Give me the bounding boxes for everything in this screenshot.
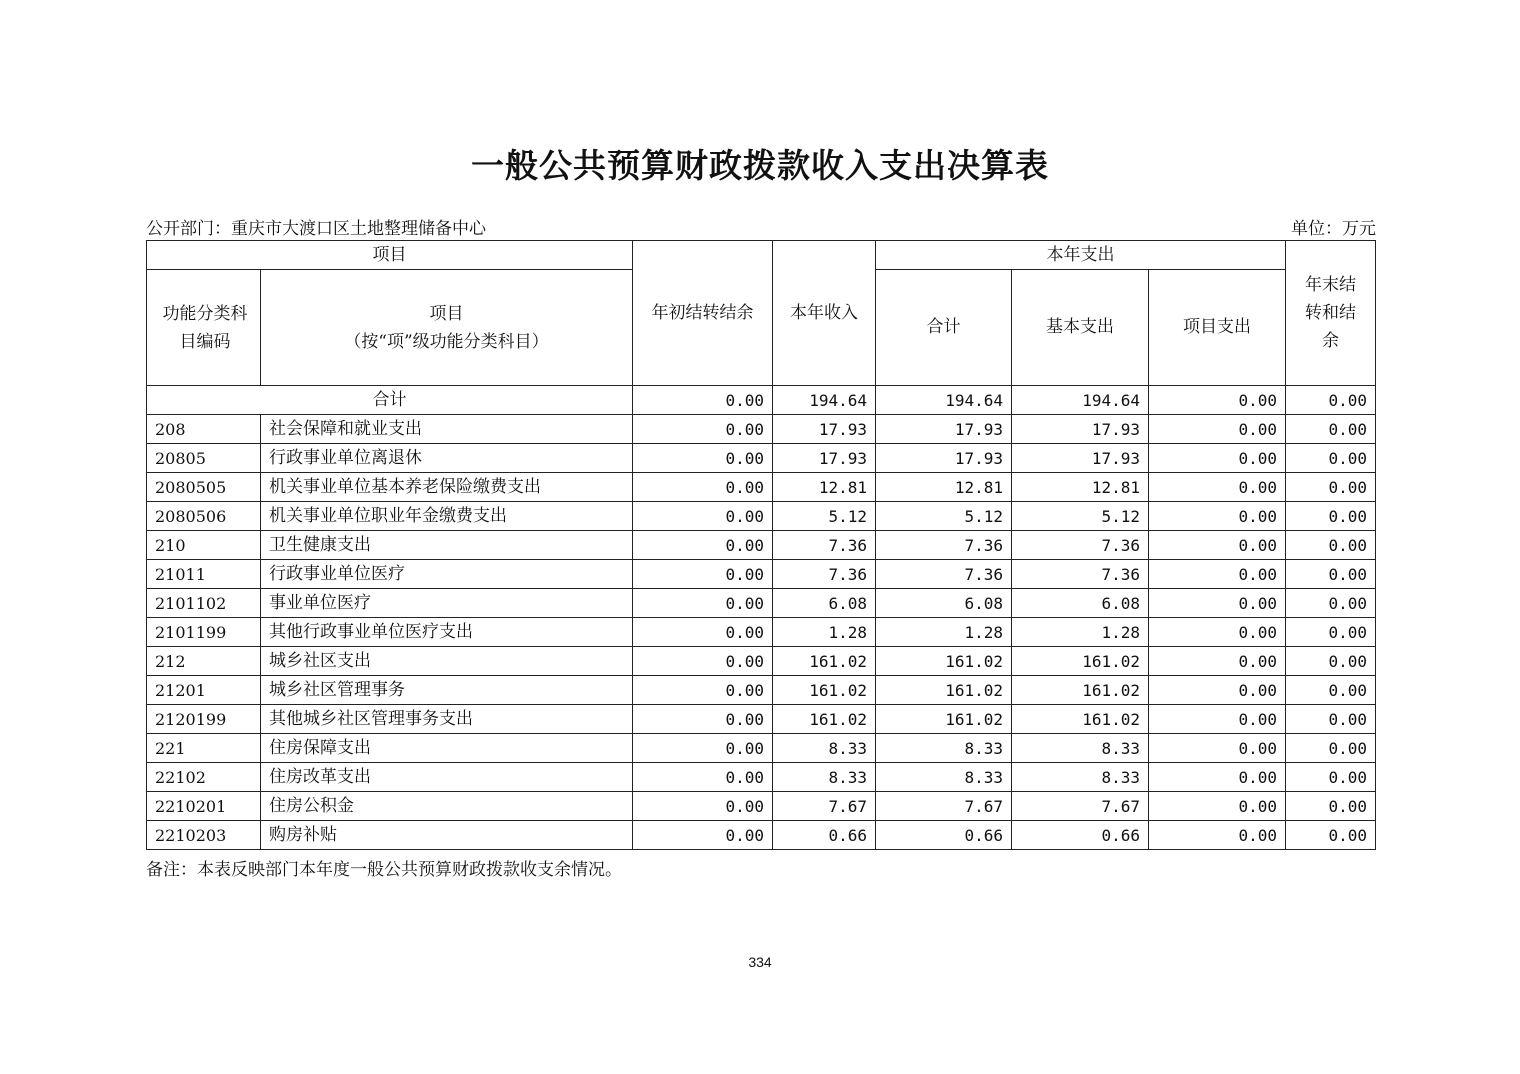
project-cell: 0.00 <box>1149 502 1286 531</box>
opening-cell: 0.00 <box>633 792 773 821</box>
budget-table <box>146 240 1376 850</box>
table-row <box>147 763 1376 792</box>
table-row <box>147 734 1376 763</box>
opening-cell: 0.00 <box>633 676 773 705</box>
table-row <box>147 618 1376 647</box>
project-name-cell: 社会保障和就业支出 <box>261 415 633 444</box>
total-cell: 7.36 <box>876 560 1012 589</box>
basic-cell: 8.33 <box>1012 763 1149 792</box>
project-cell: 0.00 <box>1149 705 1286 734</box>
function-code-cell: 208 <box>147 415 261 444</box>
project-cell: 0.00 <box>1149 589 1286 618</box>
basic-cell: 8.33 <box>1012 734 1149 763</box>
project-name-cell: 住房保障支出 <box>261 734 633 763</box>
function-code-cell: 21201 <box>147 676 261 705</box>
closing-cell: 0.00 <box>1286 763 1376 792</box>
total-opening: 0.00 <box>633 386 773 415</box>
total-closing: 0.00 <box>1286 386 1376 415</box>
project-name-cell: 其他行政事业单位医疗支出 <box>261 618 633 647</box>
project-name-cell: 城乡社区管理事务 <box>261 676 633 705</box>
project-name-cell: 事业单位医疗 <box>261 589 633 618</box>
total-cell: 6.08 <box>876 589 1012 618</box>
opening-cell: 0.00 <box>633 502 773 531</box>
project-name-cell: 机关事业单位基本养老保险缴费支出 <box>261 473 633 502</box>
function-code-cell: 210 <box>147 531 261 560</box>
footnote: 备注：本表反映部门本年度一般公共预算财政拨款收支余情况。 <box>146 860 622 880</box>
total-cell: 161.02 <box>876 705 1012 734</box>
header-project-name <box>261 270 633 386</box>
header-current-income: 本年收入 <box>773 241 876 386</box>
basic-cell: 17.93 <box>1012 415 1149 444</box>
function-code-cell: 21011 <box>147 560 261 589</box>
project-cell: 0.00 <box>1149 415 1286 444</box>
total-expense: 194.64 <box>876 386 1012 415</box>
table-row <box>147 531 1376 560</box>
table-row <box>147 444 1376 473</box>
header-expense-total: 合计 <box>876 270 1012 386</box>
income-cell: 7.36 <box>773 560 876 589</box>
income-cell: 7.36 <box>773 531 876 560</box>
header-project-expense: 项目支出 <box>1149 270 1286 386</box>
closing-cell: 0.00 <box>1286 531 1376 560</box>
closing-cell: 0.00 <box>1286 589 1376 618</box>
project-name-cell: 机关事业单位职业年金缴费支出 <box>261 502 633 531</box>
project-cell: 0.00 <box>1149 560 1286 589</box>
table-row <box>147 589 1376 618</box>
project-name-cell: 住房公积金 <box>261 792 633 821</box>
total-cell: 0.66 <box>876 821 1012 850</box>
header-project-name-line1: 项目 <box>429 303 464 324</box>
opening-cell: 0.00 <box>633 763 773 792</box>
project-name-cell: 住房改革支出 <box>261 763 633 792</box>
function-code-cell: 2120199 <box>147 705 261 734</box>
total-income: 194.64 <box>773 386 876 415</box>
project-name-cell: 其他城乡社区管理事务支出 <box>261 705 633 734</box>
basic-cell: 7.67 <box>1012 792 1149 821</box>
closing-cell: 0.00 <box>1286 705 1376 734</box>
project-name-cell: 购房补贴 <box>261 821 633 850</box>
closing-cell: 0.00 <box>1286 618 1376 647</box>
function-code-cell: 2210201 <box>147 792 261 821</box>
opening-cell: 0.00 <box>633 415 773 444</box>
total-cell: 161.02 <box>876 647 1012 676</box>
department-label: 公开部门：重庆市大渡口区土地整理储备中心 <box>146 219 486 239</box>
function-code-cell: 20805 <box>147 444 261 473</box>
header-closing-balance: 年末结转和结余 <box>1286 241 1376 386</box>
closing-cell: 0.00 <box>1286 415 1376 444</box>
total-cell: 8.33 <box>876 763 1012 792</box>
opening-cell: 0.00 <box>633 705 773 734</box>
total-basic: 194.64 <box>1012 386 1149 415</box>
header-project-name-line2: （按“项”级功能分类科目） <box>344 331 549 352</box>
income-cell: 161.02 <box>773 676 876 705</box>
total-cell: 7.67 <box>876 792 1012 821</box>
unit-label: 单位：万元 <box>1291 219 1376 239</box>
basic-cell: 6.08 <box>1012 589 1149 618</box>
total-cell: 161.02 <box>876 676 1012 705</box>
closing-cell: 0.00 <box>1286 647 1376 676</box>
closing-cell: 0.00 <box>1286 473 1376 502</box>
total-cell: 5.12 <box>876 502 1012 531</box>
table-row <box>147 792 1376 821</box>
income-cell: 12.81 <box>773 473 876 502</box>
total-cell: 7.36 <box>876 531 1012 560</box>
table-row <box>147 415 1376 444</box>
project-cell: 0.00 <box>1149 618 1286 647</box>
closing-cell: 0.00 <box>1286 734 1376 763</box>
income-cell: 17.93 <box>773 415 876 444</box>
opening-cell: 0.00 <box>633 531 773 560</box>
table-row <box>147 502 1376 531</box>
basic-cell: 0.66 <box>1012 821 1149 850</box>
total-cell: 17.93 <box>876 444 1012 473</box>
basic-cell: 5.12 <box>1012 502 1149 531</box>
basic-cell: 17.93 <box>1012 444 1149 473</box>
total-project: 0.00 <box>1149 386 1286 415</box>
closing-cell: 0.00 <box>1286 502 1376 531</box>
basic-cell: 7.36 <box>1012 560 1149 589</box>
basic-cell: 12.81 <box>1012 473 1149 502</box>
project-cell: 0.00 <box>1149 821 1286 850</box>
function-code-cell: 2101102 <box>147 589 261 618</box>
header-row-1 <box>147 241 1376 270</box>
project-cell: 0.00 <box>1149 473 1286 502</box>
opening-cell: 0.00 <box>633 734 773 763</box>
closing-cell: 0.00 <box>1286 560 1376 589</box>
opening-cell: 0.00 <box>633 444 773 473</box>
total-row <box>147 386 1376 415</box>
project-cell: 0.00 <box>1149 531 1286 560</box>
function-code-cell: 2080505 <box>147 473 261 502</box>
income-cell: 161.02 <box>773 647 876 676</box>
income-cell: 161.02 <box>773 705 876 734</box>
total-cell: 1.28 <box>876 618 1012 647</box>
total-cell: 12.81 <box>876 473 1012 502</box>
opening-cell: 0.00 <box>633 560 773 589</box>
total-cell: 8.33 <box>876 734 1012 763</box>
table-row <box>147 560 1376 589</box>
header-function-code: 功能分类科目编码 <box>147 270 261 386</box>
total-label: 合计 <box>147 386 633 415</box>
project-cell: 0.00 <box>1149 444 1286 473</box>
table-row <box>147 705 1376 734</box>
header-project-group: 项目 <box>147 241 633 270</box>
total-cell: 17.93 <box>876 415 1012 444</box>
project-name-cell: 行政事业单位医疗 <box>261 560 633 589</box>
income-cell: 17.93 <box>773 444 876 473</box>
project-name-cell: 卫生健康支出 <box>261 531 633 560</box>
income-cell: 7.67 <box>773 792 876 821</box>
opening-cell: 0.00 <box>633 618 773 647</box>
opening-cell: 0.00 <box>633 821 773 850</box>
income-cell: 8.33 <box>773 763 876 792</box>
function-code-cell: 2080506 <box>147 502 261 531</box>
project-cell: 0.00 <box>1149 734 1286 763</box>
closing-cell: 0.00 <box>1286 792 1376 821</box>
opening-cell: 0.00 <box>633 647 773 676</box>
closing-cell: 0.00 <box>1286 821 1376 850</box>
project-cell: 0.00 <box>1149 647 1286 676</box>
page-title: 一般公共预算财政拨款收入支出决算表 <box>471 146 1049 185</box>
opening-cell: 0.00 <box>633 473 773 502</box>
project-name-cell: 行政事业单位离退休 <box>261 444 633 473</box>
page-number: 334 <box>748 954 772 970</box>
project-cell: 0.00 <box>1149 676 1286 705</box>
function-code-cell: 221 <box>147 734 261 763</box>
basic-cell: 1.28 <box>1012 618 1149 647</box>
income-cell: 1.28 <box>773 618 876 647</box>
closing-cell: 0.00 <box>1286 444 1376 473</box>
income-cell: 8.33 <box>773 734 876 763</box>
opening-cell: 0.00 <box>633 589 773 618</box>
project-name-cell: 城乡社区支出 <box>261 647 633 676</box>
project-cell: 0.00 <box>1149 792 1286 821</box>
function-code-cell: 2210203 <box>147 821 261 850</box>
function-code-cell: 212 <box>147 647 261 676</box>
income-cell: 6.08 <box>773 589 876 618</box>
header-current-expense-group: 本年支出 <box>876 241 1286 270</box>
function-code-cell: 22102 <box>147 763 261 792</box>
table-row <box>147 821 1376 850</box>
table-row <box>147 676 1376 705</box>
table-row <box>147 647 1376 676</box>
basic-cell: 161.02 <box>1012 676 1149 705</box>
basic-cell: 7.36 <box>1012 531 1149 560</box>
closing-cell: 0.00 <box>1286 676 1376 705</box>
project-cell: 0.00 <box>1149 763 1286 792</box>
header-basic-expense: 基本支出 <box>1012 270 1149 386</box>
table-row <box>147 473 1376 502</box>
function-code-cell: 2101199 <box>147 618 261 647</box>
income-cell: 5.12 <box>773 502 876 531</box>
basic-cell: 161.02 <box>1012 647 1149 676</box>
basic-cell: 161.02 <box>1012 705 1149 734</box>
income-cell: 0.66 <box>773 821 876 850</box>
header-opening-balance: 年初结转结余 <box>633 241 773 386</box>
